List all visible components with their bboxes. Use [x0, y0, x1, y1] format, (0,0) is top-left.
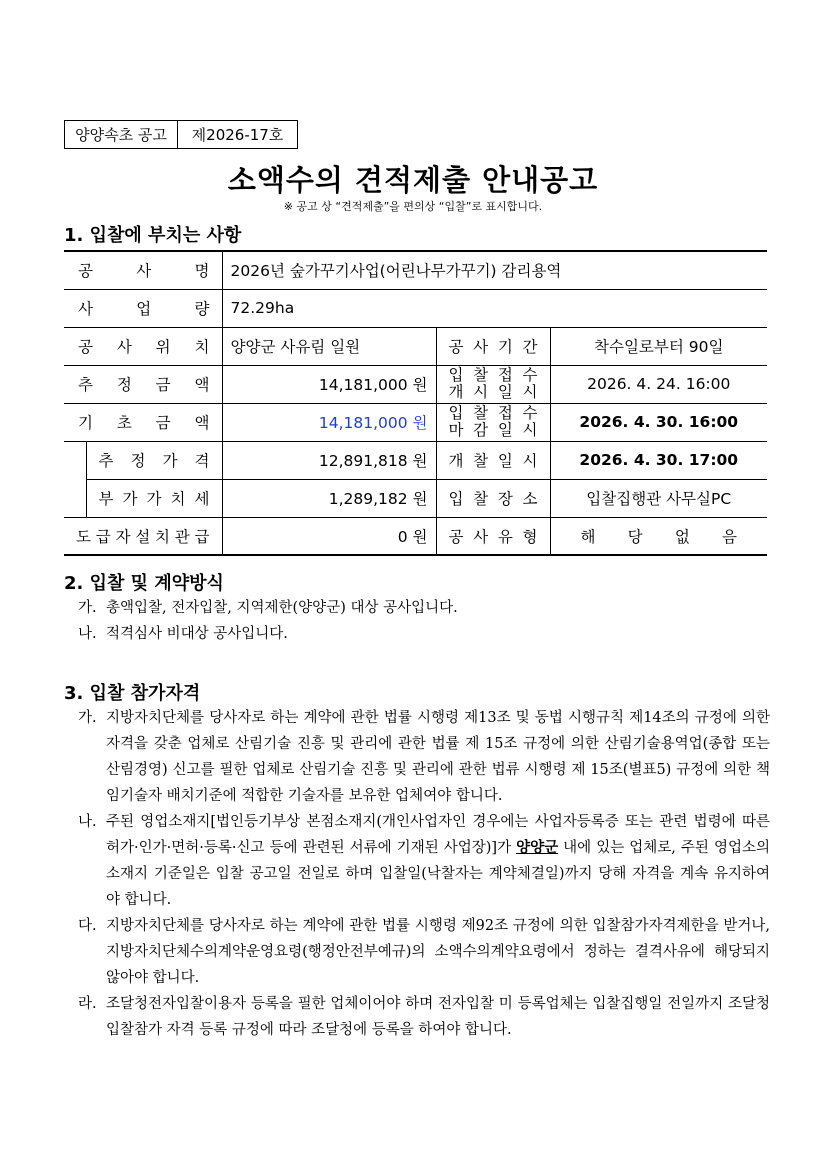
- label-bid-opening: 개 찰 일 시: [448, 452, 538, 470]
- notice-number: 제2026-17호: [191, 126, 284, 144]
- list-item: 가. 지방자치단체를 당사자로 하는 계약에 관한 법률 시행령 제13조 및 동법 시행규칙 제14조의 규정에 의한 자격을 갖춘 업체로 산림기술 진흥 및 관리에 관한 법률 제 15조 규정에 의한 산림기술용역업(종합 또는 산림경영) 신고를 필한 업체로 산림기술 진흥 및 관리에 관한 법류 시행령 제 15조(별표5) 규정에 의한 책임기술자 배치기준에 적합한 기술자를 보유한 업체여야 합니다.: [78, 710, 770, 804]
- list-item: 다. 지방자치단체를 당사자로 하는 계약에 관한 법률 시행령 제92조 규정에 의한 입찰참가자격제한을 받거나, 지방자치단체수의계약운영요령(행정안전부예규)의 소액수의계약요령에서 정하는 결격사유에 해당되지 않아야 합니다.: [78, 918, 770, 986]
- section2-list: [78, 595, 770, 647]
- row-vat: [64, 479, 767, 517]
- row-gov-supply: [64, 517, 767, 555]
- subnote: ※ 공고 상 “견적제출”을 편의상 “입찰”로 표시합니다.: [283, 200, 543, 213]
- section2-heading: 2. 입찰 및 계약방식: [64, 573, 224, 594]
- section3-heading: 3. 입찰 참가자격: [64, 683, 201, 704]
- region-emphasis: 양양군: [516, 839, 559, 856]
- value-period: 착수일로부터 90일: [550, 327, 767, 365]
- value-bid-opening: 2026. 4. 30. 17:00: [550, 441, 767, 479]
- page-title: 소액수의 견적제출 안내공고: [227, 163, 599, 197]
- list-item: 나. 주된 영업소재지[법인등기부상 본점소재지(개인사업자인 경우에는 사업자등록증 또는 관련 법령에 따른 허가·인가·면허·등록·신고 등에 관련된 서류에 기재된 사업장)]가 양양군 내에 있는 업체로, 주된 영업소의 소재지 기준일은 입찰 공고일 전일로 하며 입찰일(낙찰자는 계약체결일)까지 당해 자격을 계속 유지하여야 합니다.: [78, 814, 770, 908]
- value-work-type: 해 당 없 음: [580, 527, 737, 546]
- value-gov-supply: 0 원: [222, 517, 436, 555]
- list-item: 나. 적격심사 비대상 공사입니다.: [78, 626, 288, 642]
- bid-info-table: [64, 250, 767, 556]
- label-period: 공 사 기 간: [448, 338, 538, 356]
- value-quantity: 72.29ha: [222, 289, 767, 327]
- value-open-datetime: 2026. 4. 24. 16:00: [550, 365, 767, 403]
- label-est-price: 추 정 가 격: [98, 452, 210, 470]
- label-open-datetime: 입 찰 접 수 개 시 일 시: [448, 366, 538, 401]
- value-estimate: 14,181,000 원: [222, 365, 436, 403]
- label-location: 공 사 위 치: [78, 338, 210, 356]
- value-est-price: 12,891,818 원: [222, 441, 436, 479]
- value-base-amount: 14,181,000 원: [222, 403, 436, 441]
- row-quantity: [64, 289, 767, 327]
- label-gov-supply: 도 급 자 설 치 관 급: [76, 527, 210, 546]
- row-location: [64, 327, 767, 365]
- value-project-name: 2026년 숲가꾸기사업(어린나무가꾸기) 감리용역: [222, 251, 767, 289]
- notice-number-box: [64, 120, 298, 149]
- label-quantity: 사 업 량: [78, 300, 210, 318]
- label-project-name: 공 사 명: [78, 262, 210, 281]
- list-item: 가. 총액입찰, 전자입찰, 지역제한(양양군) 대상 공사입니다.: [78, 600, 458, 616]
- value-bid-place: 입찰집행관 사무실PC: [550, 479, 767, 517]
- label-estimate: 추 정 금 액: [78, 376, 210, 394]
- value-close-datetime: 2026. 4. 30. 16:00: [550, 403, 767, 441]
- value-vat: 1,289,182 원: [222, 479, 436, 517]
- row-est-price: [64, 441, 767, 479]
- row-base-amount: [64, 403, 767, 441]
- value-location: 양양군 사유림 일원: [222, 327, 436, 365]
- section1-heading: 1. 입찰에 부치는 사항: [64, 225, 242, 246]
- label-bid-place: 입 찰 장 소: [448, 490, 538, 508]
- notice-org: 양양속초 공고: [65, 121, 178, 148]
- label-vat: 부 가 가 치 세: [98, 490, 210, 508]
- label-close-datetime: 입 찰 접 수 마 감 일 시: [448, 404, 538, 439]
- label-work-type: 공 사 유 형: [448, 527, 538, 546]
- label-base-amount: 기 초 금 액: [78, 414, 210, 432]
- list-item: 라. 조달청전자입찰이용자 등록을 필한 업체이어야 하며 전자입찰 미 등록업체는 입찰집행일 전일까지 조달청 입찰참가 자격 등록 규정에 따라 조달청에 등록을 하여야 합니다.: [78, 996, 770, 1038]
- row-estimate: [64, 365, 767, 403]
- section3-list: [78, 705, 770, 1043]
- row-project-name: [64, 251, 767, 289]
